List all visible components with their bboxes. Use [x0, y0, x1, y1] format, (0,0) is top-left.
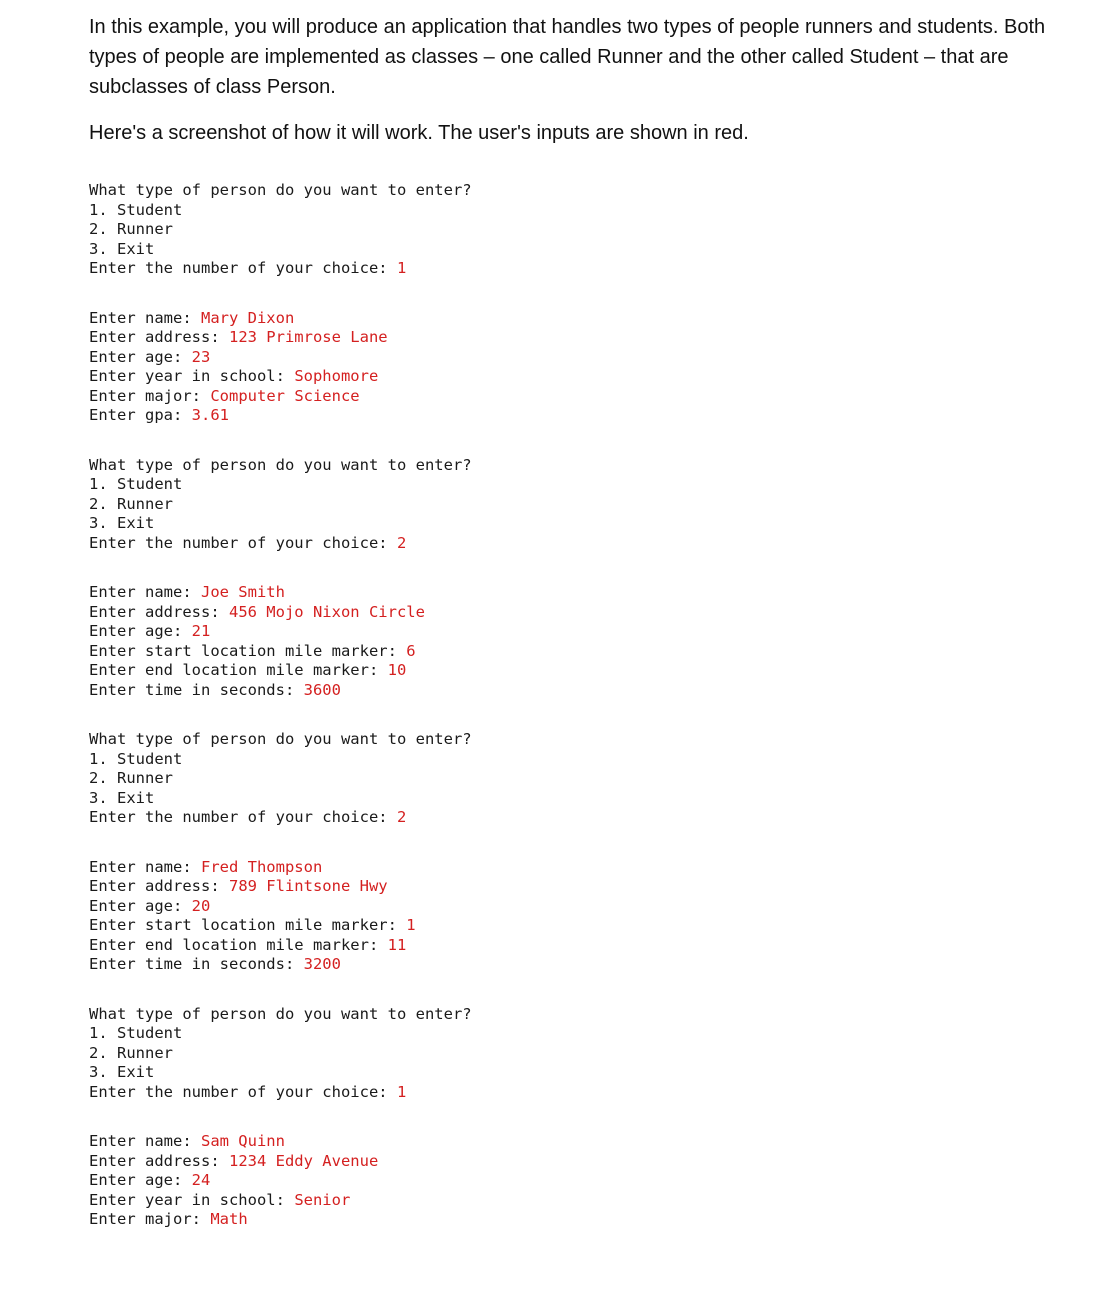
user-input-text: Sophomore: [294, 367, 379, 385]
console-block: [89, 858, 1079, 975]
console-block: [89, 309, 1079, 426]
console-prompt: Enter name:: [89, 857, 201, 876]
console-block: [89, 456, 1079, 554]
console-prompt: Enter age:: [89, 622, 192, 640]
console-prompt: Enter year in school:: [89, 1190, 295, 1209]
console-line: [89, 750, 1079, 770]
user-input-text: 3200: [303, 955, 341, 973]
console-prompt: Enter name:: [89, 308, 201, 327]
console-prompt: Enter address:: [89, 877, 229, 895]
console-line: [89, 897, 1079, 917]
user-input-text: Mary Dixon: [200, 308, 295, 327]
console-line: [89, 1132, 1079, 1152]
console-block: [89, 1132, 1079, 1230]
console-prompt: 1. Student: [89, 475, 183, 493]
console-line: [89, 475, 1079, 495]
console-line: [89, 1024, 1079, 1044]
console-prompt: Enter time in seconds:: [89, 680, 304, 699]
console-prompt: 1. Student: [89, 1024, 183, 1042]
user-input-text: 456 Mojo Nixon Circle: [228, 602, 425, 621]
user-input-text: 20: [191, 896, 211, 915]
console-line: [89, 808, 1079, 828]
user-input-text: 123 Primrose Lane: [228, 328, 388, 346]
console-line: [89, 1063, 1079, 1083]
console-prompt: Enter address:: [89, 602, 229, 621]
console-line: [89, 661, 1079, 681]
user-input-text: 11: [387, 935, 407, 954]
console-block: [89, 181, 1079, 279]
user-input-text: 2: [396, 533, 407, 552]
console-line: [89, 603, 1079, 623]
user-input-text: Fred Thompson: [200, 857, 323, 876]
console-prompt: Enter year in school:: [89, 367, 295, 385]
document-page: [89, 12, 1079, 1230]
console-prompt: Enter the number of your choice:: [89, 533, 397, 552]
console-line: [89, 387, 1079, 407]
console-line: [89, 858, 1079, 878]
console-prompt: Enter major:: [89, 1210, 211, 1228]
console-prompt: Enter name:: [89, 1132, 201, 1150]
console-block: [89, 1005, 1079, 1103]
console-prompt: Enter start location mile marker:: [89, 641, 407, 660]
console-prompt: Enter age:: [89, 896, 192, 915]
console-prompt: 3. Exit: [89, 239, 155, 258]
user-input-text: Sam Quinn: [200, 1132, 285, 1150]
console-line: [89, 1005, 1079, 1025]
console-prompt: 2. Runner: [89, 1043, 173, 1062]
user-input-text: 3600: [303, 680, 341, 699]
console-prompt: Enter age:: [89, 1171, 192, 1189]
console-prompt: Enter name:: [89, 583, 201, 601]
console-line: [89, 877, 1079, 897]
console-line: [89, 642, 1079, 662]
console-prompt: Enter the number of your choice:: [89, 259, 397, 277]
console-line: [89, 681, 1079, 701]
console-prompt: 1. Student: [89, 200, 183, 219]
console-line: [89, 1083, 1079, 1103]
user-input-text: 1: [396, 259, 407, 277]
console-prompt: Enter end location mile marker:: [89, 661, 388, 679]
console-prompt: Enter address:: [89, 328, 229, 346]
console-prompt: Enter the number of your choice:: [89, 808, 397, 826]
console-line: [89, 936, 1079, 956]
console-line: [89, 916, 1079, 936]
console-line: [89, 622, 1079, 642]
console-prompt: 3. Exit: [89, 1063, 155, 1081]
console-prompt: 2. Runner: [89, 220, 173, 238]
console-line: [89, 1191, 1079, 1211]
console-line: [89, 1210, 1079, 1230]
console-prompt: What type of person do you want to enter?: [89, 181, 472, 199]
console-line: [89, 1171, 1079, 1191]
console-prompt: Enter major:: [89, 386, 211, 405]
console-line: [89, 181, 1079, 201]
console-prompt: Enter end location mile marker:: [89, 935, 388, 954]
console-prompt: 1. Student: [89, 749, 183, 768]
console-prompt: What type of person do you want to enter?: [89, 455, 472, 474]
user-input-text: Computer Science: [210, 386, 360, 405]
console-line: [89, 514, 1079, 534]
user-input-text: 1: [406, 916, 416, 934]
console-line: [89, 730, 1079, 750]
console-prompt: Enter gpa:: [89, 406, 192, 424]
console-line: [89, 309, 1079, 329]
user-input-text: 10: [387, 661, 407, 679]
console-line: [89, 534, 1079, 554]
console-block: [89, 730, 1079, 828]
console-line: [89, 328, 1079, 348]
console-line: [89, 348, 1079, 368]
console-line: [89, 1044, 1079, 1064]
user-input-text: 24: [191, 1171, 211, 1189]
intro-paragraph: In this example, you will produce an application that handles two types of people runners and students. Both types of people are implemented as classes – one called Runner and the other called Student – that are subclasses of class Person.: [89, 16, 1046, 98]
console-prompt: Enter time in seconds:: [89, 955, 304, 973]
console-prompt: 3. Exit: [89, 788, 155, 807]
console-prompt: 2. Runner: [89, 769, 173, 787]
user-input-text: 21: [191, 622, 211, 640]
console-line: [89, 955, 1079, 975]
console-prompt: Enter address:: [89, 1151, 229, 1170]
user-input-text: 2: [396, 808, 407, 826]
console-line: [89, 583, 1079, 603]
user-input-text: 3.61: [191, 406, 229, 424]
console-line: [89, 367, 1079, 387]
console-prompt: What type of person do you want to enter?: [89, 1004, 472, 1023]
user-input-text: 1: [396, 1082, 407, 1101]
console-line: [89, 406, 1079, 426]
user-input-text: 23: [191, 347, 211, 366]
console-line: [89, 220, 1079, 240]
console-transcript: [89, 181, 1079, 1230]
console-line: [89, 259, 1079, 279]
console-line: [89, 789, 1079, 809]
console-prompt: Enter age:: [89, 347, 192, 366]
console-block: [89, 583, 1079, 700]
screenshot-note-paragraph: Here's a screenshot of how it will work. The user's inputs are shown in red.: [89, 122, 749, 144]
user-input-text: 789 Flintsone Hwy: [228, 877, 388, 895]
console-prompt: What type of person do you want to enter?: [89, 730, 472, 748]
user-input-text: Math: [210, 1210, 248, 1228]
user-input-text: 1234 Eddy Avenue: [228, 1151, 379, 1170]
console-line: [89, 456, 1079, 476]
console-prompt: Enter the number of your choice:: [89, 1082, 397, 1101]
user-input-text: Senior: [294, 1190, 351, 1209]
console-line: [89, 240, 1079, 260]
console-line: [89, 1152, 1079, 1172]
user-input-text: Joe Smith: [200, 583, 285, 601]
console-prompt: 2. Runner: [89, 494, 173, 513]
console-line: [89, 495, 1079, 515]
console-line: [89, 201, 1079, 221]
console-line: [89, 769, 1079, 789]
user-input-text: 6: [406, 641, 416, 660]
console-prompt: Enter start location mile marker:: [89, 916, 407, 934]
console-prompt: 3. Exit: [89, 514, 155, 532]
